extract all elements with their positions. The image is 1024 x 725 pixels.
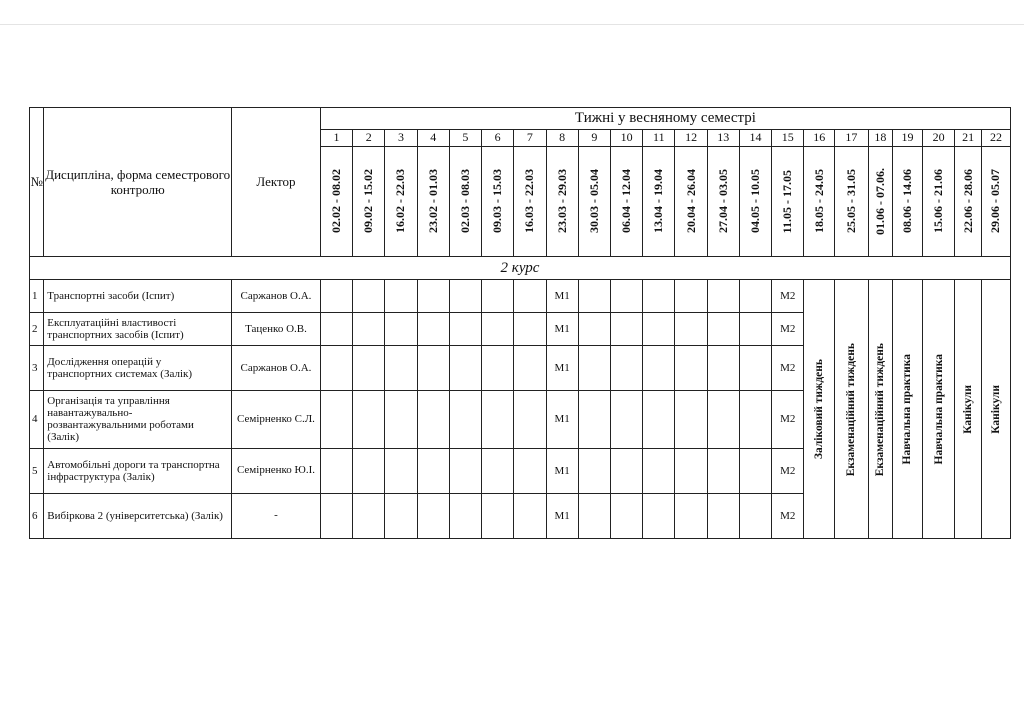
discipline-name: Автомобільні дороги та транспортна інфраструктура (Залік) xyxy=(44,448,232,493)
week-dates-cell xyxy=(546,146,578,256)
number-header: № xyxy=(30,108,44,257)
week-cell xyxy=(514,280,546,313)
row-number: 4 xyxy=(30,391,44,448)
week-cell xyxy=(353,313,385,346)
row-number: 1 xyxy=(30,280,44,313)
week-cell xyxy=(482,448,514,493)
row-number: 3 xyxy=(30,346,44,391)
week-dates: 09.02 - 15.02 xyxy=(361,169,376,234)
week-dates-cell xyxy=(893,146,923,256)
week-dates: 29.06 - 05.07 xyxy=(988,169,1003,234)
row-number: 6 xyxy=(30,493,44,538)
week-dates-cell xyxy=(772,146,804,256)
lecturer-header: Лектор xyxy=(232,108,321,257)
week-cell xyxy=(482,346,514,391)
week-dates: 01.06 - 07.06. xyxy=(872,167,887,235)
discipline-name: Дослідження операцій у транспортних системах (Залік) xyxy=(44,346,232,391)
week-cell xyxy=(385,493,417,538)
week-cell xyxy=(643,280,675,313)
merged-week-label: Екзаменаційний тиждень xyxy=(845,342,858,476)
week-cell xyxy=(707,448,739,493)
week-cell xyxy=(353,493,385,538)
week-dates-cell xyxy=(320,146,352,256)
schedule-table xyxy=(29,107,1011,539)
lecturer-name: Семірненко Ю.І. xyxy=(232,448,321,493)
week-dates-cell xyxy=(922,146,955,256)
lecturer-name: - xyxy=(232,493,321,538)
week-cell xyxy=(643,448,675,493)
row-number: 5 xyxy=(30,448,44,493)
week-cell xyxy=(482,493,514,538)
week-cell xyxy=(707,346,739,391)
week-number: 13 xyxy=(707,129,739,146)
lecturer-name: Саржанов О.А. xyxy=(232,280,321,313)
module-2-mark: М2 xyxy=(772,493,804,538)
week-dates-cell xyxy=(804,146,835,256)
week-number: 4 xyxy=(417,129,449,146)
module-1-mark: М1 xyxy=(546,448,578,493)
week-dates-cell xyxy=(482,146,514,256)
week-dates-cell xyxy=(578,146,610,256)
week-cell xyxy=(643,346,675,391)
week-cell xyxy=(514,448,546,493)
week-dates: 15.06 - 21.06 xyxy=(931,169,946,234)
week-dates: 16.03 - 22.03 xyxy=(522,169,537,234)
week-cell xyxy=(675,493,707,538)
week-cell xyxy=(385,313,417,346)
week-dates: 02.02 - 08.02 xyxy=(328,169,343,234)
scan-artifact xyxy=(0,24,1024,25)
week-number: 18 xyxy=(868,129,892,146)
week-cell xyxy=(353,391,385,448)
merged-week-label: Заліковий тиждень xyxy=(813,359,826,460)
merged-week-cell xyxy=(835,280,869,539)
merged-week-cell xyxy=(893,280,923,539)
discipline-name: Експлуатаційні властивості транспортних засобів (Іспит) xyxy=(44,313,232,346)
discipline-header: Дисципліна, форма семестрового контролю xyxy=(44,108,232,257)
weeks-title: Тижні у весняному семестрі xyxy=(320,108,1010,130)
week-number: 2 xyxy=(353,129,385,146)
week-dates: 06.04 - 12.04 xyxy=(619,169,634,234)
discipline-name: Транспортні засоби (Іспит) xyxy=(44,280,232,313)
week-number: 12 xyxy=(675,129,707,146)
week-cell xyxy=(514,493,546,538)
week-cell xyxy=(675,391,707,448)
merged-week-label: Навчальна практика xyxy=(932,353,945,465)
week-cell xyxy=(417,280,449,313)
week-cell xyxy=(385,391,417,448)
week-dates-cell xyxy=(955,146,982,256)
week-cell xyxy=(578,346,610,391)
header-row-1 xyxy=(30,108,1011,130)
week-number: 22 xyxy=(981,129,1010,146)
week-dates: 16.02 - 22.03 xyxy=(393,169,408,234)
week-number: 15 xyxy=(772,129,804,146)
week-cell xyxy=(643,391,675,448)
week-dates: 08.06 - 14.06 xyxy=(899,169,914,234)
week-cell xyxy=(514,346,546,391)
week-cell xyxy=(610,391,642,448)
week-cell xyxy=(320,346,352,391)
week-cell xyxy=(353,346,385,391)
week-cell xyxy=(320,391,352,448)
week-cell xyxy=(417,391,449,448)
week-cell xyxy=(449,280,481,313)
table-row xyxy=(30,280,1011,313)
week-cell xyxy=(578,313,610,346)
week-dates-cell xyxy=(353,146,385,256)
module-1-mark: М1 xyxy=(546,391,578,448)
week-dates: 23.03 - 29.03 xyxy=(554,169,569,234)
week-number: 17 xyxy=(835,129,869,146)
week-cell xyxy=(610,346,642,391)
week-dates: 23.02 - 01.03 xyxy=(425,169,440,234)
week-cell xyxy=(353,448,385,493)
week-cell xyxy=(610,448,642,493)
week-cell xyxy=(514,313,546,346)
week-cell xyxy=(578,493,610,538)
lecturer-name: Таценко О.В. xyxy=(232,313,321,346)
week-cell xyxy=(320,493,352,538)
week-cell xyxy=(385,448,417,493)
week-cell xyxy=(675,346,707,391)
merged-week-label: Навчальна практика xyxy=(901,353,914,465)
lecturer-name: Саржанов О.А. xyxy=(232,346,321,391)
week-cell xyxy=(417,448,449,493)
week-cell xyxy=(739,391,771,448)
week-dates-cell xyxy=(707,146,739,256)
week-dates: 20.04 - 26.04 xyxy=(683,169,698,234)
week-cell xyxy=(739,313,771,346)
week-dates-cell xyxy=(643,146,675,256)
week-cell xyxy=(610,313,642,346)
week-cell xyxy=(482,313,514,346)
week-dates-cell xyxy=(385,146,417,256)
week-cell xyxy=(739,280,771,313)
week-cell xyxy=(320,313,352,346)
week-cell xyxy=(707,280,739,313)
course-row xyxy=(30,256,1011,280)
week-dates: 18.05 - 24.05 xyxy=(811,169,826,234)
week-cell xyxy=(514,391,546,448)
week-cell xyxy=(482,391,514,448)
week-cell xyxy=(739,448,771,493)
week-cell xyxy=(578,280,610,313)
week-dates: 04.05 - 10.05 xyxy=(748,169,763,234)
module-1-mark: М1 xyxy=(546,346,578,391)
week-cell xyxy=(675,313,707,346)
week-cell xyxy=(707,493,739,538)
week-number: 5 xyxy=(449,129,481,146)
week-cell xyxy=(320,280,352,313)
week-cell xyxy=(417,313,449,346)
week-cell xyxy=(707,313,739,346)
week-dates: 09.03 - 15.03 xyxy=(490,169,505,234)
week-cell xyxy=(707,391,739,448)
week-dates-cell xyxy=(417,146,449,256)
merged-week-label: Екзаменаційний тиждень xyxy=(874,342,887,476)
merged-week-cell xyxy=(922,280,955,539)
week-number: 21 xyxy=(955,129,982,146)
week-cell xyxy=(610,280,642,313)
week-cell xyxy=(449,313,481,346)
module-2-mark: М2 xyxy=(772,346,804,391)
week-cell xyxy=(482,280,514,313)
week-cell xyxy=(449,391,481,448)
week-cell xyxy=(643,313,675,346)
week-number: 9 xyxy=(578,129,610,146)
week-dates: 22.06 - 28.06 xyxy=(960,169,975,234)
week-cell xyxy=(739,493,771,538)
week-cell xyxy=(449,493,481,538)
week-dates: 13.04 - 19.04 xyxy=(651,169,666,234)
week-number: 8 xyxy=(546,129,578,146)
merged-week-cell xyxy=(804,280,835,539)
week-cell xyxy=(385,280,417,313)
week-dates-cell xyxy=(675,146,707,256)
week-cell xyxy=(417,346,449,391)
module-2-mark: М2 xyxy=(772,448,804,493)
week-number: 1 xyxy=(320,129,352,146)
module-2-mark: М2 xyxy=(772,391,804,448)
row-number: 2 xyxy=(30,313,44,346)
week-cell xyxy=(417,493,449,538)
week-cell xyxy=(353,280,385,313)
week-cell xyxy=(449,448,481,493)
week-dates-cell xyxy=(835,146,869,256)
course-label: 2 курс xyxy=(30,256,1011,280)
module-1-mark: М1 xyxy=(546,313,578,346)
week-dates-cell xyxy=(739,146,771,256)
week-number: 6 xyxy=(482,129,514,146)
discipline-name: Вибіркова 2 (університетська) (Залік) xyxy=(44,493,232,538)
week-cell xyxy=(449,346,481,391)
week-number: 16 xyxy=(804,129,835,146)
module-2-mark: М2 xyxy=(772,313,804,346)
week-cell xyxy=(385,346,417,391)
week-cell xyxy=(578,448,610,493)
week-number: 11 xyxy=(643,129,675,146)
discipline-name: Організація та управління навантажувально-розвантажувальними роботами (Залік) xyxy=(44,391,232,448)
week-number: 19 xyxy=(893,129,923,146)
week-dates-cell xyxy=(514,146,546,256)
merged-week-cell xyxy=(955,280,982,539)
week-dates-cell xyxy=(449,146,481,256)
week-dates: 27.04 - 03.05 xyxy=(715,169,730,234)
week-dates: 02.03 - 08.03 xyxy=(457,169,472,234)
merged-week-cell xyxy=(981,280,1010,539)
week-number: 10 xyxy=(610,129,642,146)
week-number: 3 xyxy=(385,129,417,146)
week-dates: 11.05 - 17.05 xyxy=(780,169,795,234)
week-cell xyxy=(320,448,352,493)
week-number: 14 xyxy=(739,129,771,146)
week-dates-cell xyxy=(868,146,892,256)
week-cell xyxy=(739,346,771,391)
week-cell xyxy=(610,493,642,538)
week-cell xyxy=(643,493,675,538)
merged-week-label: Канікули xyxy=(962,384,975,434)
lecturer-name: Семірненко С.Л. xyxy=(232,391,321,448)
week-cell xyxy=(578,391,610,448)
module-2-mark: М2 xyxy=(772,280,804,313)
module-1-mark: М1 xyxy=(546,493,578,538)
module-1-mark: М1 xyxy=(546,280,578,313)
week-cell xyxy=(675,280,707,313)
week-number: 20 xyxy=(922,129,955,146)
merged-week-cell xyxy=(868,280,892,539)
week-dates-cell xyxy=(981,146,1010,256)
week-dates: 30.03 - 05.04 xyxy=(586,169,601,234)
week-number: 7 xyxy=(514,129,546,146)
week-dates: 25.05 - 31.05 xyxy=(843,169,858,234)
week-dates-cell xyxy=(610,146,642,256)
week-cell xyxy=(675,448,707,493)
merged-week-label: Канікули xyxy=(989,384,1002,434)
